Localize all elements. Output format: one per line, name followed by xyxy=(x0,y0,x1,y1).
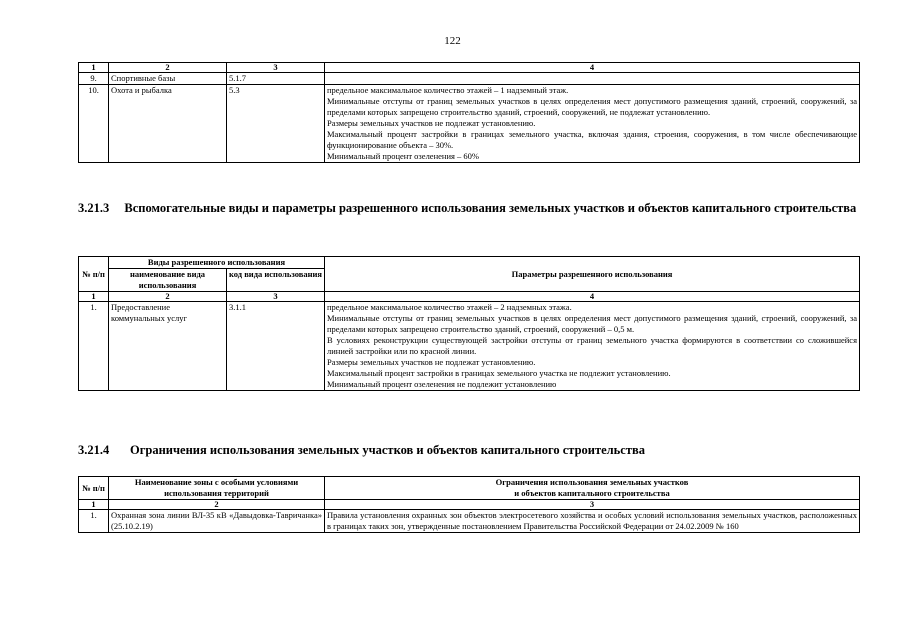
row-number: 9. xyxy=(79,73,109,85)
header-row xyxy=(79,257,860,269)
section-title: Ограничения использования земельных участков и объектов капитального строительства xyxy=(130,443,645,457)
row-number: 1. xyxy=(79,510,109,533)
column-number: 1 xyxy=(79,500,109,510)
section-title: Вспомогательные виды и параметры разрешенного использования земельных участков и объектов капитального строительства xyxy=(124,201,857,215)
column-number: 3 xyxy=(227,292,325,302)
param-line: Размеры земельных участков не подлежат установлению. xyxy=(327,118,536,128)
row-number: 10. xyxy=(79,85,109,163)
use-name: Предоставление коммунальных услуг xyxy=(109,302,227,391)
use-params xyxy=(325,73,860,85)
column-number: 4 xyxy=(325,63,860,73)
param-line: В условиях реконструкции существующей застройки отступы от границ земельного участка формируются в соответствии со сложившейся линией застройки или по красной линии. xyxy=(327,335,857,356)
param-line: Минимальный процент озеленения не подлежит установлению xyxy=(327,379,557,389)
param-line: Минимальные отступы от границ земельных участков в целях определения мест допустимого размещения зданий, строений, сооружений, за пределами которых запрещено строительство зданий, строений, сооружений – 0,5 м. xyxy=(327,313,857,334)
param-line: предельное максимальное количество этажей – 2 надземных этажа. xyxy=(327,302,572,312)
use-name: Спортивные базы xyxy=(109,73,227,85)
column-number-row xyxy=(79,500,860,510)
restriction-text: Правила установления охранных зон объектов электросетевого хозяйства и особых условий использования земельных участков, расположенных в границах таких зон, утвержденные постановлением Правительства Российской Федерации от 24.02.2009 № 160 xyxy=(325,510,860,533)
section-number: 3.21.3 xyxy=(78,201,110,215)
column-number: 1 xyxy=(79,63,109,73)
header-num: № п/п xyxy=(79,477,109,500)
column-number: 4 xyxy=(325,292,860,302)
header-restrictions xyxy=(325,477,860,500)
permitted-use-table-continued xyxy=(78,62,860,163)
auxiliary-use-table xyxy=(78,256,860,391)
column-number: 1 xyxy=(79,292,109,302)
header-params: Параметры разрешенного использования xyxy=(325,257,860,292)
param-line: Минимальный процент озеленения – 60% xyxy=(327,151,479,161)
param-line: Размеры земельных участков не подлежат установлению. xyxy=(327,357,536,367)
table-row xyxy=(79,73,860,85)
use-code: 5.1.7 xyxy=(227,73,325,85)
row-number: 1. xyxy=(79,302,109,391)
column-number-row xyxy=(79,292,860,302)
column-number: 2 xyxy=(109,500,325,510)
column-number: 3 xyxy=(325,500,860,510)
header-zone: Наименование зоны с особыми условиями использования территорий xyxy=(109,477,325,500)
use-name: Охота и рыбалка xyxy=(109,85,227,163)
param-line: Минимальные отступы от границ земельных участков в целях определения мест допустимого размещения зданий, строений, сооружений, за пределами которых запрещено строительство зданий, строений, сооружений, не подлежат установлению. xyxy=(327,96,857,117)
section-heading xyxy=(78,442,645,458)
zone-name: Охранная зона линии ВЛ-35 кВ «Давыдовка-Тавричанка» (25.10.2.19) xyxy=(109,510,325,533)
use-params xyxy=(325,85,860,163)
param-line: Максимальный процент застройки в границах земельного участка не подлежит установлению. xyxy=(327,368,671,378)
header-code: код вида использования xyxy=(227,269,325,292)
param-line: предельное максимальное количество этажей – 1 надземный этаж. xyxy=(327,85,569,95)
column-number: 2 xyxy=(109,63,227,73)
param-line: Максимальный процент застройки в границах земельного участка, включая здания, строения, сооружения, в том числе обеспечивающие функционирование объекта – 30%. xyxy=(327,129,857,150)
header-restrictions-line: и объектов капитального строительства xyxy=(514,488,670,498)
column-number: 2 xyxy=(109,292,227,302)
table-row xyxy=(79,302,860,391)
page-number: 122 xyxy=(444,35,461,47)
column-number: 3 xyxy=(227,63,325,73)
section-heading xyxy=(78,200,860,216)
header-restrictions-line: Ограничения использования земельных участков xyxy=(495,477,689,487)
table-row xyxy=(79,85,860,163)
use-params xyxy=(325,302,860,391)
use-code: 5.3 xyxy=(227,85,325,163)
header-num: № п/п xyxy=(79,257,109,292)
use-code: 3.1.1 xyxy=(227,302,325,391)
header-name: наименование вида использования xyxy=(109,269,227,292)
column-number-row xyxy=(79,63,860,73)
header-row xyxy=(79,477,860,500)
table-row xyxy=(79,510,860,533)
header-group: Виды разрешенного использования xyxy=(109,257,325,269)
section-number: 3.21.4 xyxy=(78,443,110,457)
restrictions-table xyxy=(78,476,860,533)
